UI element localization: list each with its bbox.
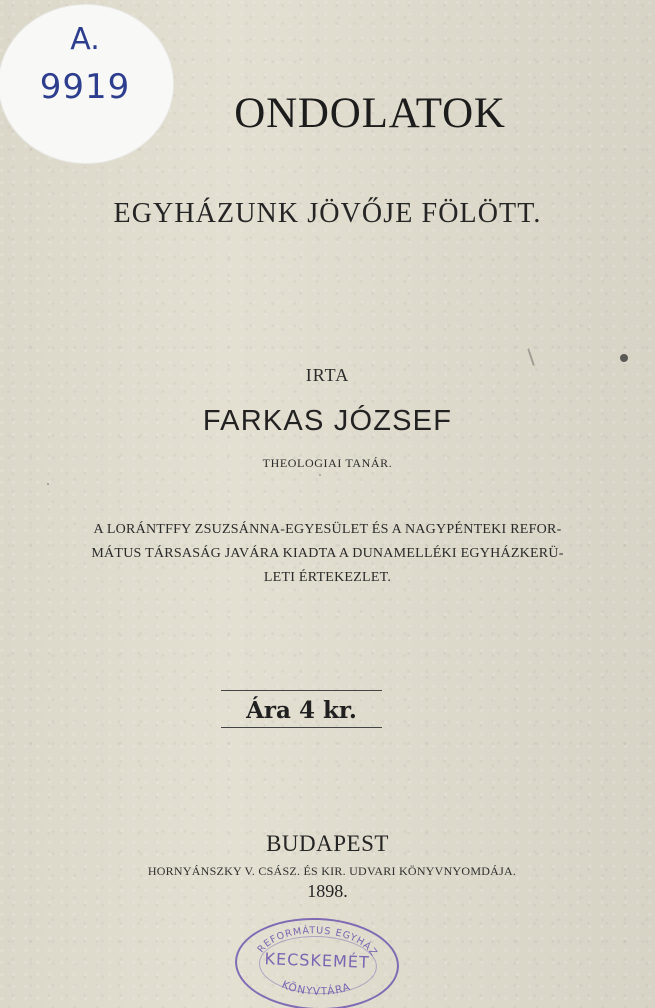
byline-prefix: IRTA: [305, 365, 350, 385]
page-subtitle: EGYHÁZUNK JÖVŐJE FÖLÖTT.: [113, 198, 542, 229]
page-title: ONDOLATOK: [234, 90, 506, 137]
ink-speck: [319, 474, 321, 476]
ink-speck: [47, 483, 49, 485]
price-text: Ára 4 kr.: [246, 697, 357, 724]
publisher-note-line-2: MÁTUS TÁRSASÁG JAVÁRA KIADTA A DUNAMELLÉKI EGYHÁZKERÜ-: [91, 546, 564, 561]
publisher-note: [35, 518, 620, 590]
author-name: FARKAS JÓZSEF: [202, 405, 453, 437]
ink-speck: [527, 348, 534, 366]
ink-speck: [620, 354, 628, 362]
stamp-top-text: REFORMÁTUS EGYHÁZ: [255, 925, 380, 959]
library-stamp: [233, 915, 400, 1008]
catalog-number: 9919: [39, 67, 131, 107]
printer-name: HORNYÁNSZKY V. CSÁSZ. ÉS KIR. UDVARI KÖNYVNYOMDÁJA.: [147, 864, 517, 878]
svg-text:KÖNYVTÁRA: [280, 979, 353, 999]
stamp-center-text: KECSKEMÉT: [264, 949, 371, 972]
publisher-note-line-3: LETI ÉRTEKEZLET.: [263, 570, 392, 585]
stamp-bottom-text: KÖNYVTÁRA: [279, 978, 353, 998]
publisher-note-line-1: A LORÁNTFFY ZSUZSÁNNA-EGYESÜLET ÉS A NAGYPÉNTEKI REFOR-: [93, 522, 562, 537]
catalog-sticker: [0, 4, 174, 164]
catalog-prefix: A.: [70, 22, 100, 57]
publication-year: 1898.: [307, 881, 348, 901]
price-box: [221, 690, 382, 728]
publication-city: BUDAPEST: [266, 831, 389, 856]
author-role: THEOLOGIAI TANÁR.: [262, 456, 393, 470]
